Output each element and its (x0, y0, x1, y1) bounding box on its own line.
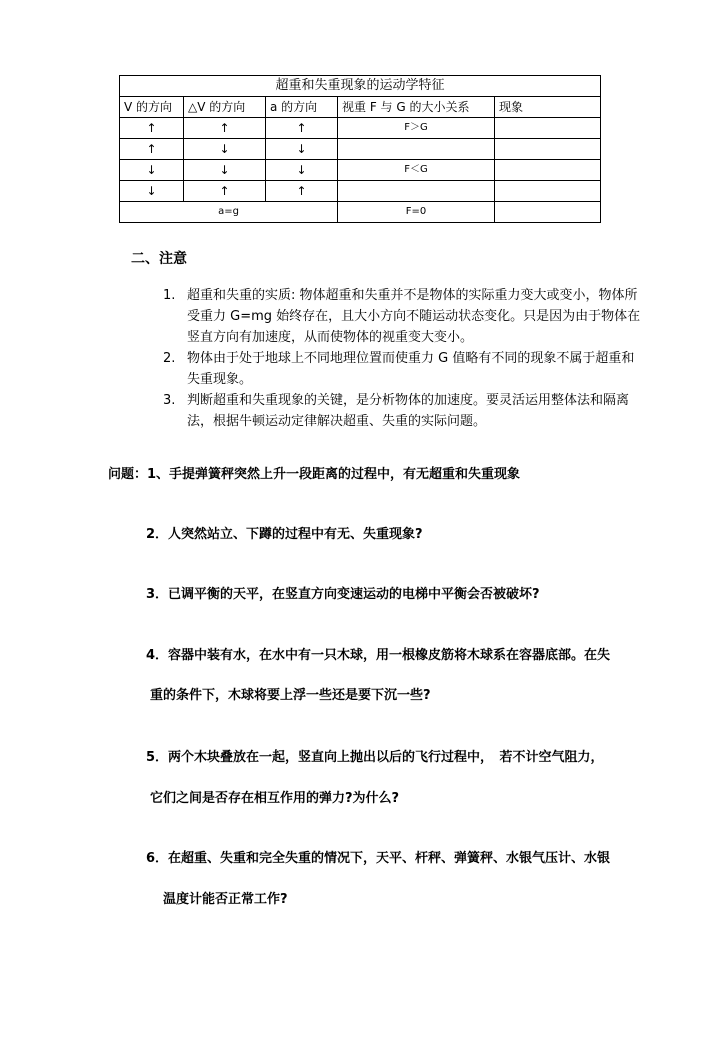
note-text: 超重和失重的实质: 物体超重和失重并不是物体的实际重力变大或变小，物体所受重力 G=mg 始终存在，且大小方向不随运动状态变化。只是因为由于物体在竖直方向有加速度，从而使物体的视重变大变小。 (187, 288, 641, 345)
section-title: 二、注意 (131, 251, 187, 267)
a-arrow-cell: ↑ (266, 118, 338, 139)
note-text: 物体由于处于地球上不同地理位置而使重力 G 值略有不同的现象不属于超重和失重现象。 (187, 351, 635, 387)
question-6-line-2: 温度计能否正常工作? (163, 892, 288, 907)
header-v-direction: V 的方向 (120, 97, 184, 118)
question-6-line-1: 6．在超重、失重和完全失重的情况下，天平、杆秤、弹簧秤、水银气压计、水银 (146, 851, 611, 866)
question-2: 2．人突然站立、下蹲的过程中有无、失重现象? (146, 527, 423, 542)
question-5-line-1: 5．两个木块叠放在一起，竖直向上抛出以后的飞行过程中， 若不计空气阻力， (146, 750, 604, 765)
table-row (120, 202, 601, 223)
question-5-line-2: 它们之间是否存在相互作用的弹力?为什么? (150, 791, 400, 806)
note-number: 1. (163, 288, 176, 303)
a-arrow-cell: ↓ (266, 139, 338, 160)
phenomenon-cell (495, 181, 601, 202)
question-1: 问题：1、手提弹簧秤突然上升一段距离的过程中，有无超重和失重现象 (108, 467, 521, 482)
phenomenon-cell (495, 160, 601, 181)
v-arrow-cell: ↓ (120, 160, 184, 181)
relation-cell: F＜G (338, 160, 495, 181)
note-number: 3. (163, 393, 176, 408)
a-equals-g-cell: a=g (120, 202, 338, 223)
a-arrow-cell: ↑ (266, 181, 338, 202)
question-4-line-1: 4．容器中装有水，在水中有一只木球，用一根橡皮筋将木球系在容器底部。在失 (146, 648, 611, 663)
note-text: 判断超重和失重现象的关键，是分析物体的加速度。要灵活运用整体法和隔离法，根据牛顿运动定律解决超重、失重的实际问题。 (187, 393, 630, 429)
relation-cell (338, 139, 495, 160)
dv-arrow-cell: ↑ (184, 181, 266, 202)
kinematics-table (119, 75, 601, 223)
dv-arrow-cell: ↓ (184, 139, 266, 160)
table-header-row (120, 97, 601, 118)
a-arrow-cell: ↓ (266, 160, 338, 181)
table-row (120, 181, 601, 202)
note-number: 2. (163, 351, 176, 366)
relation-cell: F=0 (338, 202, 495, 223)
phenomenon-cell (495, 139, 601, 160)
table-title-row (120, 76, 601, 97)
table-title: 超重和失重现象的运动学特征 (120, 76, 601, 97)
relation-cell: F＞G (338, 118, 495, 139)
v-arrow-cell: ↑ (120, 118, 184, 139)
header-phenomenon: 现象 (495, 97, 601, 118)
dv-arrow-cell: ↑ (184, 118, 266, 139)
table-row (120, 160, 601, 181)
question-3: 3．已调平衡的天平，在竖直方向变速运动的电梯中平衡会否被破坏? (146, 587, 540, 602)
v-arrow-cell: ↑ (120, 139, 184, 160)
table-row (120, 139, 601, 160)
header-f-g-relation: 视重 F 与 G 的大小关系 (338, 97, 495, 118)
relation-cell (338, 181, 495, 202)
header-a-direction: a 的方向 (266, 97, 338, 118)
phenomenon-cell (495, 118, 601, 139)
question-4-line-2: 重的条件下，木球将要上浮一些还是要下沉一些? (150, 688, 431, 703)
dv-arrow-cell: ↓ (184, 160, 266, 181)
header-dv-direction: △V 的方向 (184, 97, 266, 118)
v-arrow-cell: ↓ (120, 181, 184, 202)
phenomenon-cell (495, 202, 601, 223)
table-row (120, 118, 601, 139)
